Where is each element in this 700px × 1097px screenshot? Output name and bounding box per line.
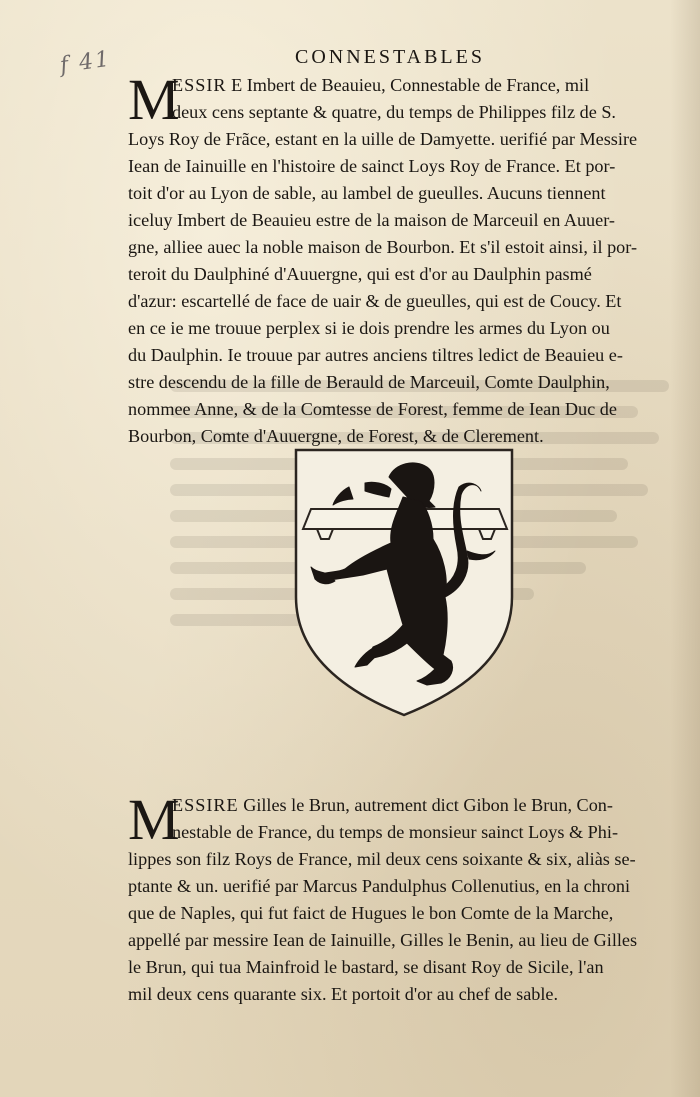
text-line: teroit du Daulphiné d'Auuergne, qui est d'or au Daulphin pasmé [128,264,592,284]
text-line: toit d'or au Lyon de sable, au lambel de gueulles. Aucuns tiennent [128,183,606,203]
text-line: deux cens septante & quatre, du temps de Philippes filz de S. [172,102,616,122]
small-caps: ESSIR [172,75,227,95]
text-line [128,72,688,99]
text-line: nommee Anne, & de la Comtesse de Forest, femme de Iean Duc de [128,399,617,419]
small-caps: ESSIRE [172,795,239,815]
coat-of-arms-shield [293,447,515,719]
text-line: iceluy Imbert de Beauieu estre de la maison de Marceuil en Auuer- [128,210,615,230]
line-text: Gilles le Brun, autrement dict Gibon le Brun, Con- [238,795,613,815]
text-line: nestable de France, du temps de monsieur sainct Loys & Phi- [172,822,619,842]
text-line: en ce ie me trouue perplex si ie dois prendre les armes du Lyon ou [128,318,610,338]
text-line: gne, alliee auec la noble maison de Bourbon. Et s'il estoit ainsi, il por- [128,237,638,257]
text-line: du Daulphin. Ie trouue par autres anciens tiltres ledict de Beauieu e- [128,345,623,365]
text-line: Bourbon, Comte d'Auuergne, de Forest, & de Clerement. [128,426,544,446]
entry-gilles-le-brun [128,787,688,1008]
drop-cap: M [128,787,180,852]
text-line: mil deux cens quarante six. Et portoit d'or au chef de sable. [128,984,559,1004]
text-line: appellé par messire Iean de Iainuille, Gilles le Benin, au lieu de Gilles [128,930,638,950]
drop-cap: M [128,67,180,132]
text-line: lippes son filz Roys de France, mil deux cens soixante & six, aliàs se- [128,849,636,869]
line-text: E Imbert de Beauieu, Connestable de France, mil [226,75,590,95]
handwritten-folio-note: f 41 [58,46,113,79]
text-line: stre descendu de la fille de Berauld de Marceuil, Comte Daulphin, [128,372,610,392]
text-line: Iean de Iainuille en l'histoire de sainct Loys Roy de France. Et por- [128,156,616,176]
text-line: que de Naples, qui fut faict de Hugues le bon Comte de la Marche, [128,903,614,923]
text-line: le Brun, qui tua Mainfroid le bastard, se disant Roy de Sicile, l'an [128,957,604,977]
text-line [128,792,688,819]
running-head: CONNESTABLES [295,46,485,68]
text-line: ptante & un. uerifié par Marcus Pandulphus Collenutius, en la chroni [128,876,631,896]
entry-imbert-de-beauieu [128,67,688,450]
text-line: Loys Roy de Frãce, estant en la uille de Damyette. uerifié par Messire [128,129,638,149]
text-line: d'azur: escartellé de face de uair & de gueulles, qui est de Coucy. Et [128,291,622,311]
